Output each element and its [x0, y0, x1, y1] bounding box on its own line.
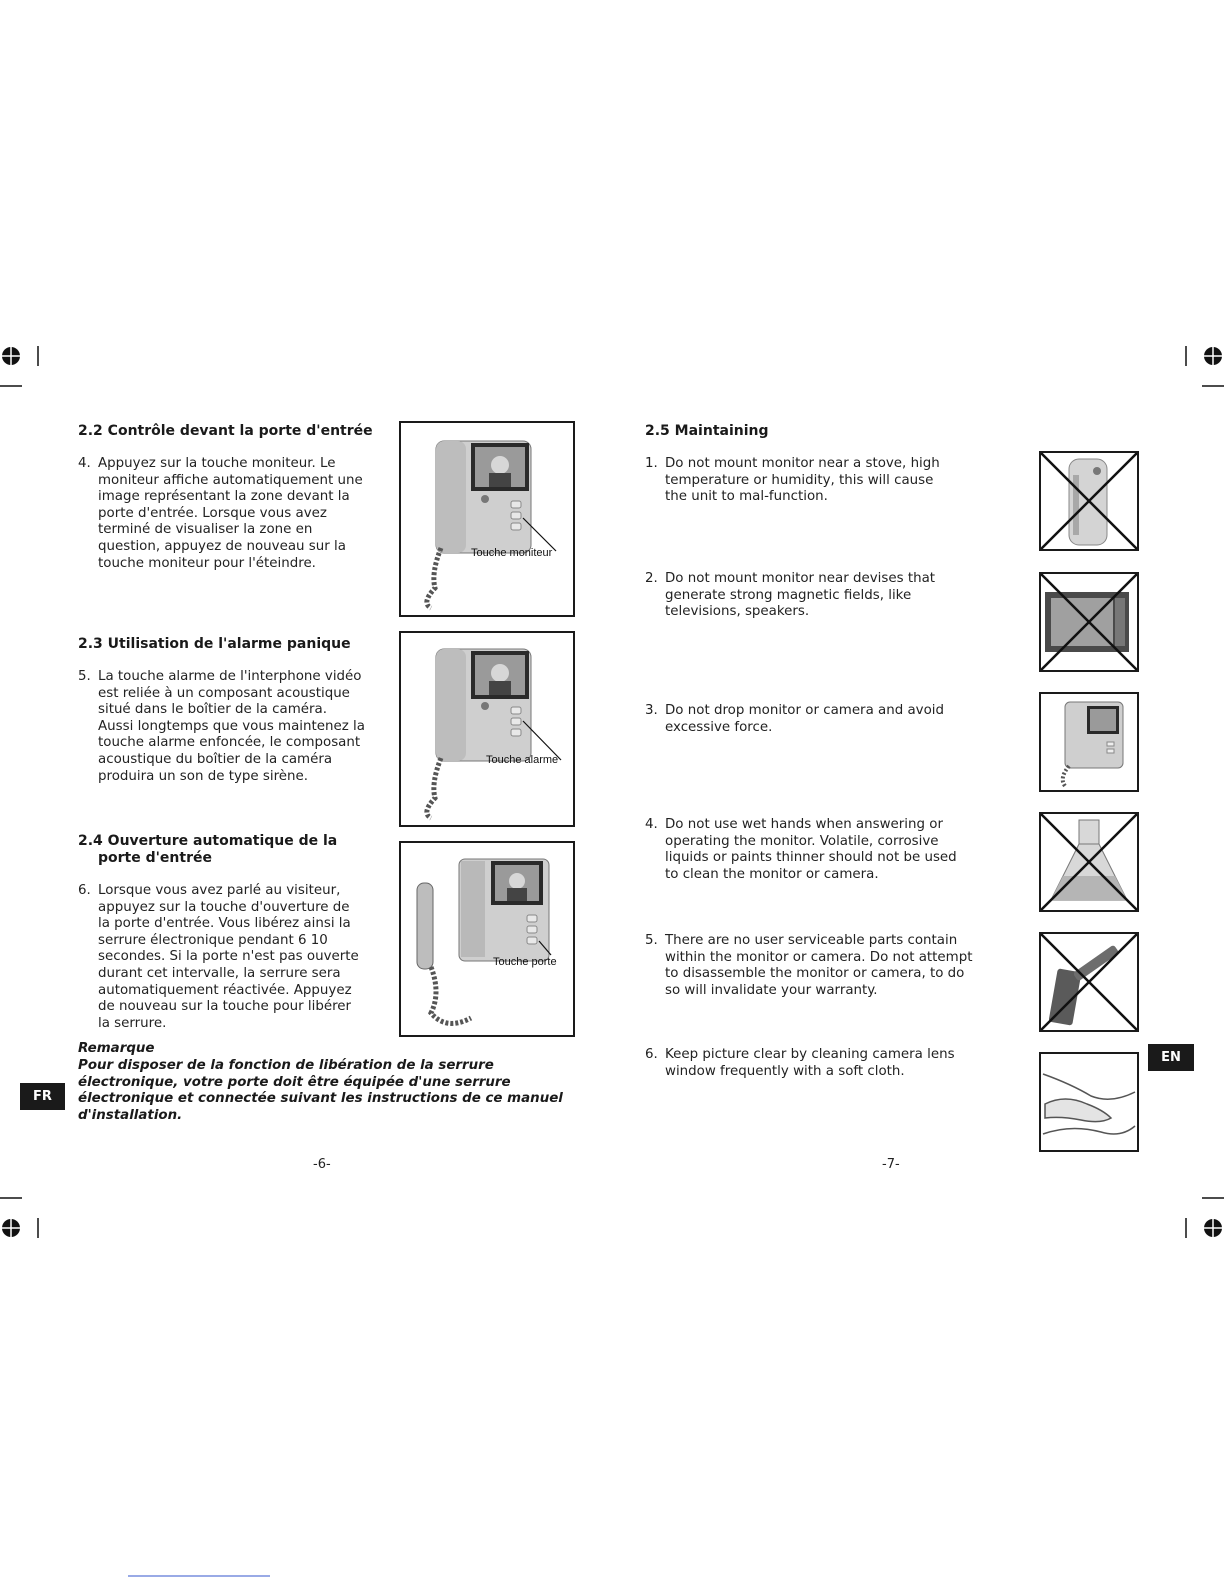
- figure-caption: Touche alarme: [486, 754, 559, 766]
- figure-alarm-button: [399, 631, 575, 827]
- item-number: 2.: [645, 571, 658, 586]
- page-number: -6-: [313, 1157, 331, 1172]
- figure-door-button: [399, 841, 575, 1037]
- item-number: 5.: [78, 669, 91, 684]
- item-text: La touche alarme de l'interphone vidéo est reliée à un composant acoustique situé dans le boîtier de la caméra. Aussi longtemps que vous maintenez la touche alarme enfoncée, le composant acoustique du boîtier de la caméra produira un son de type sirène.: [98, 669, 365, 784]
- screwdriver-prohibited-image: [1039, 932, 1139, 1032]
- item-text: Do not mount monitor near devises that generate strong magnetic fields, like televisions, speakers.: [665, 571, 936, 620]
- flask-icon: [1041, 814, 1137, 910]
- monitor-image: [1039, 692, 1139, 792]
- language-tab-fr: FR: [20, 1083, 65, 1110]
- section-heading-2-5: 2.5 Maintaining: [645, 423, 769, 439]
- intercom-monitor-icon: [1041, 694, 1137, 790]
- heater-prohibited-image: [1039, 451, 1139, 551]
- cleaning-cloth-image: [1039, 1052, 1139, 1152]
- item-number: 6.: [78, 883, 91, 898]
- language-tab-en: EN: [1148, 1044, 1194, 1071]
- instruction-item: [78, 883, 408, 1032]
- intercom-monitor-icon: [401, 423, 573, 615]
- hand-cloth-icon: [1041, 1054, 1137, 1150]
- page-number: -7-: [882, 1157, 900, 1172]
- item-text: Lorsque vous avez parlé au visiteur, appuyez sur la touche d'ouverture de la porte d'entrée. Vous libérez ainsi la serrure électronique pendant 6 10 secondes. Si la porte n'est pas ouverte durant cet intervalle, la serrure sera automatiquement réactivée. Appuyez de nouveau sur la touche pour libérer la serrure.: [98, 883, 359, 1031]
- item-text: Keep picture clear by cleaning camera lens window frequently with a soft cloth.: [665, 1047, 955, 1079]
- liquid-prohibited-image: [1039, 812, 1139, 912]
- heading-line: 2.4 Ouverture automatique de la: [78, 833, 338, 849]
- screwdriver-icon: [1041, 934, 1137, 1030]
- item-text: There are no user serviceable parts contain within the monitor or camera. Do not attempt to disassemble the monitor or camera, to do so will invalidate your warranty.: [665, 933, 973, 998]
- maintenance-item-4: [645, 817, 1025, 883]
- tv-prohibited-image: [1039, 572, 1139, 672]
- figure-caption: Touche moniteur: [471, 547, 553, 559]
- instruction-item: [78, 456, 408, 572]
- remark-title: Remarque: [78, 1041, 155, 1056]
- maintenance-item-2: [645, 571, 1015, 621]
- maintenance-item-6: [645, 1047, 1025, 1080]
- instruction-item: [78, 669, 408, 785]
- intercom-monitor-icon: [401, 633, 573, 825]
- heater-icon: [1041, 453, 1137, 549]
- intercom-handset-icon: [401, 843, 573, 1035]
- maintenance-item-1: [645, 456, 1015, 506]
- item-text: Appuyez sur la touche moniteur. Le moniteur affiche automatiquement une image représentant la zone devant la porte d'entrée. Lorsque vous avez terminé de visualiser la zone en question, appuyez de nouveau sur la touche moniteur pour l'éteindre.: [98, 456, 363, 571]
- television-icon: [1041, 574, 1137, 670]
- item-number: 5.: [645, 933, 658, 948]
- item-number: 3.: [645, 703, 658, 718]
- item-number: 6.: [645, 1047, 658, 1062]
- maintenance-item-3: [645, 703, 1015, 736]
- item-number: 1.: [645, 456, 658, 471]
- section-heading-2-2: 2.2 Contrôle devant la porte d'entrée: [78, 423, 373, 439]
- figure-caption: Touche porte: [493, 956, 557, 968]
- heading-line: porte d'entrée: [98, 850, 212, 866]
- figure-monitor-button: [399, 421, 575, 617]
- item-text: Do not mount monitor near a stove, high temperature or humidity, this will cause the unit to mal-function.: [665, 456, 940, 505]
- maintenance-item-5: [645, 933, 1025, 999]
- item-number: 4.: [78, 456, 91, 471]
- item-text: Do not drop monitor or camera and avoid excessive force.: [665, 703, 945, 735]
- remark-text: Pour disposer de la fonction de libération de la serrure électronique, votre porte doit être équipée d'une serrure électronique et connectée suivant les instructions de ce manuel d'installation.: [78, 1058, 563, 1123]
- section-heading-2-4: [78, 833, 337, 867]
- item-text: Do not use wet hands when answering or operating the monitor. Volatile, corrosive liquids or paints thinner should not be used to clean the monitor or camera.: [665, 817, 957, 882]
- item-number: 4.: [645, 817, 658, 832]
- section-heading-2-3: 2.3 Utilisation de l'alarme panique: [78, 636, 351, 652]
